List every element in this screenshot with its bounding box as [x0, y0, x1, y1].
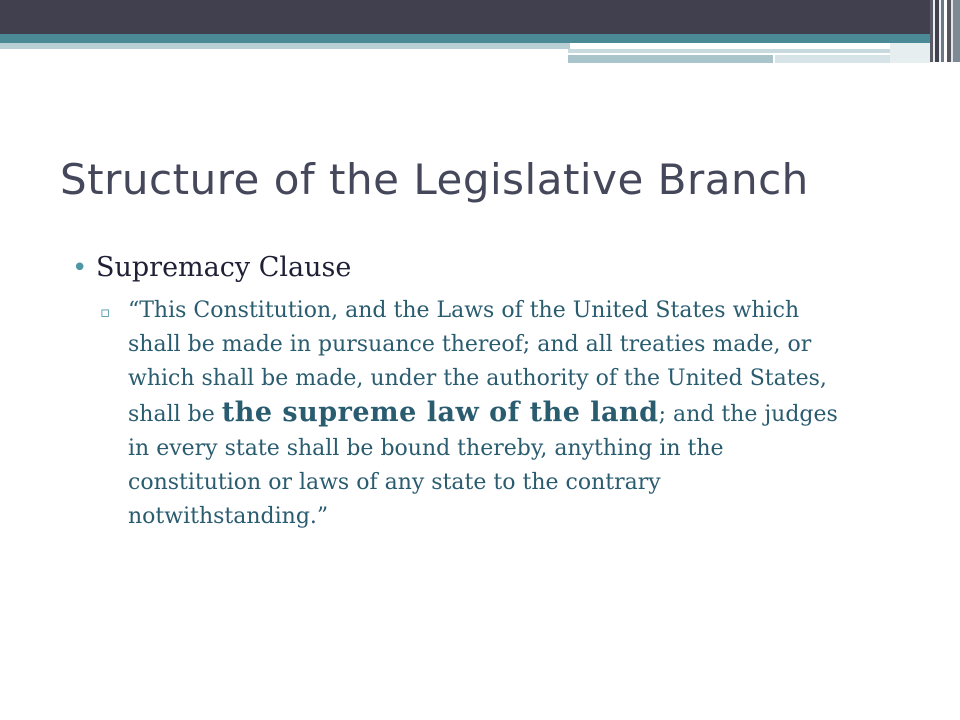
round-bullet-icon: • [72, 253, 88, 283]
banner-accent-block [890, 43, 930, 63]
bullet-label: Supremacy Clause [96, 252, 352, 283]
bullet-item [72, 248, 882, 288]
quote-text-before: “This Constitution, and the Laws of the United States which shall be made in pursuance thereof; and all treaties made, or which shall be made, under the authority of the United States, shall be [128, 298, 827, 427]
banner-accent-block [775, 55, 890, 63]
banner-accent-block [568, 55, 773, 63]
slide-body [72, 248, 882, 534]
quote-text-after: ; and the judges in every state shall be bound thereby, anything in the constitution or laws of any state to the contrary notwithstanding.” [128, 402, 838, 529]
quote-emphasis: the supreme law of the land [221, 397, 659, 428]
banner-accent-line [568, 49, 890, 53]
banner-teal-band [0, 34, 960, 43]
square-bullet-icon: ▫ [100, 303, 111, 321]
sub-bullet-item [100, 294, 882, 534]
slide-title: Structure of the Legislative Branch [60, 155, 809, 204]
banner-vertical-stripes [930, 0, 960, 62]
banner-dark-band [0, 0, 960, 34]
supremacy-clause-quote [128, 294, 848, 534]
banner-light-band [0, 43, 570, 49]
